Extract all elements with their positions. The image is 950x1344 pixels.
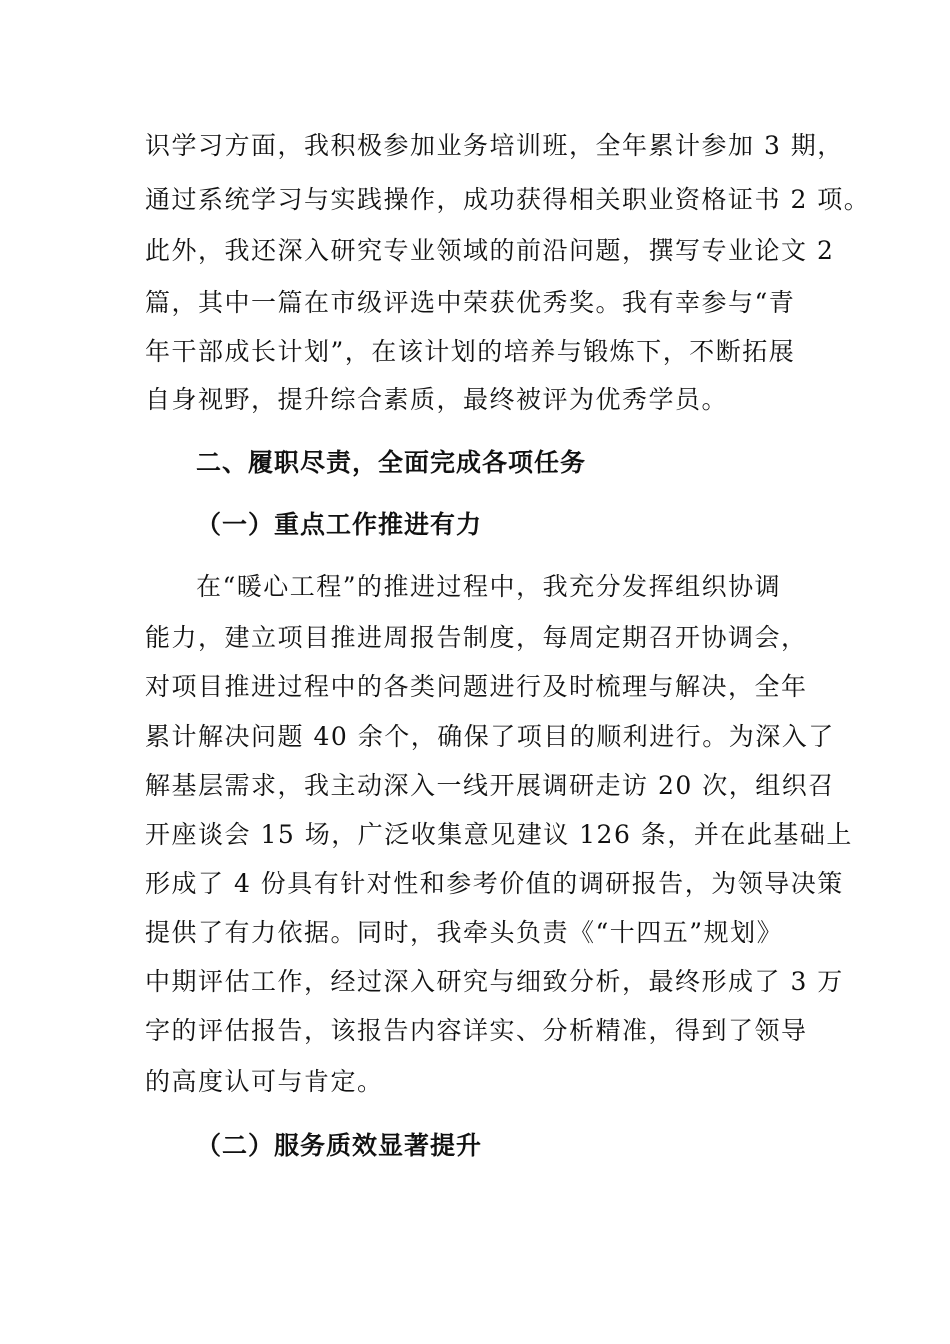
paragraph-line: 篇，其中一篇在市级评选中荣获优秀奖。我有幸参与“青 <box>145 288 796 317</box>
paragraph-line: 识学习方面，我积极参加业务培训班，全年累计参加 3 期， <box>145 131 844 160</box>
subsection-heading: （二）服务质效显著提升 <box>196 1131 483 1160</box>
paragraph-line: 对项目推进过程中的各类问题进行及时梳理与解决，全年 <box>145 672 808 701</box>
paragraph-line: 能力，建立项目推进周报告制度，每周定期召开协调会， <box>145 623 808 652</box>
paragraph-line: 年干部成长计划”，在该计划的培养与锻炼下，不断拓展 <box>145 337 796 366</box>
paragraph-line: 形成了 4 份具有针对性和参考价值的调研报告，为领导决策 <box>145 869 844 898</box>
paragraph-line: 提供了有力依据。同时，我牵头负责《“十四五”规划》 <box>145 918 784 947</box>
paragraph-line: 中期评估工作，经过深入研究与细致分析，最终形成了 3 万 <box>145 967 844 996</box>
paragraph-line: 开座谈会 15 场，广泛收集意见建议 126 条，并在此基础上 <box>145 820 853 849</box>
paragraph-line: 累计解决问题 40 余个，确保了项目的顺利进行。为深入了 <box>145 722 835 751</box>
paragraph-line: 字的评估报告，该报告内容详实、分析精准，得到了领导 <box>145 1016 808 1045</box>
paragraph-line: 通过系统学习与实践操作，成功获得相关职业资格证书 2 项。 <box>145 185 871 214</box>
paragraph-line: 此外，我还深入研究专业领域的前沿问题，撰写专业论文 2 <box>145 236 835 265</box>
paragraph-line: 在“暖心工程”的推进过程中，我充分发挥组织协调 <box>196 572 782 601</box>
section-heading: 二、履职尽责，全面完成各项任务 <box>196 448 587 477</box>
paragraph-line: 解基层需求，我主动深入一线开展调研走访 20 次，组织召 <box>145 771 835 800</box>
paragraph-line: 自身视野，提升综合素质，最终被评为优秀学员。 <box>145 385 729 414</box>
paragraph-line: 的高度认可与肯定。 <box>145 1067 384 1096</box>
subsection-heading: （一）重点工作推进有力 <box>196 510 483 539</box>
